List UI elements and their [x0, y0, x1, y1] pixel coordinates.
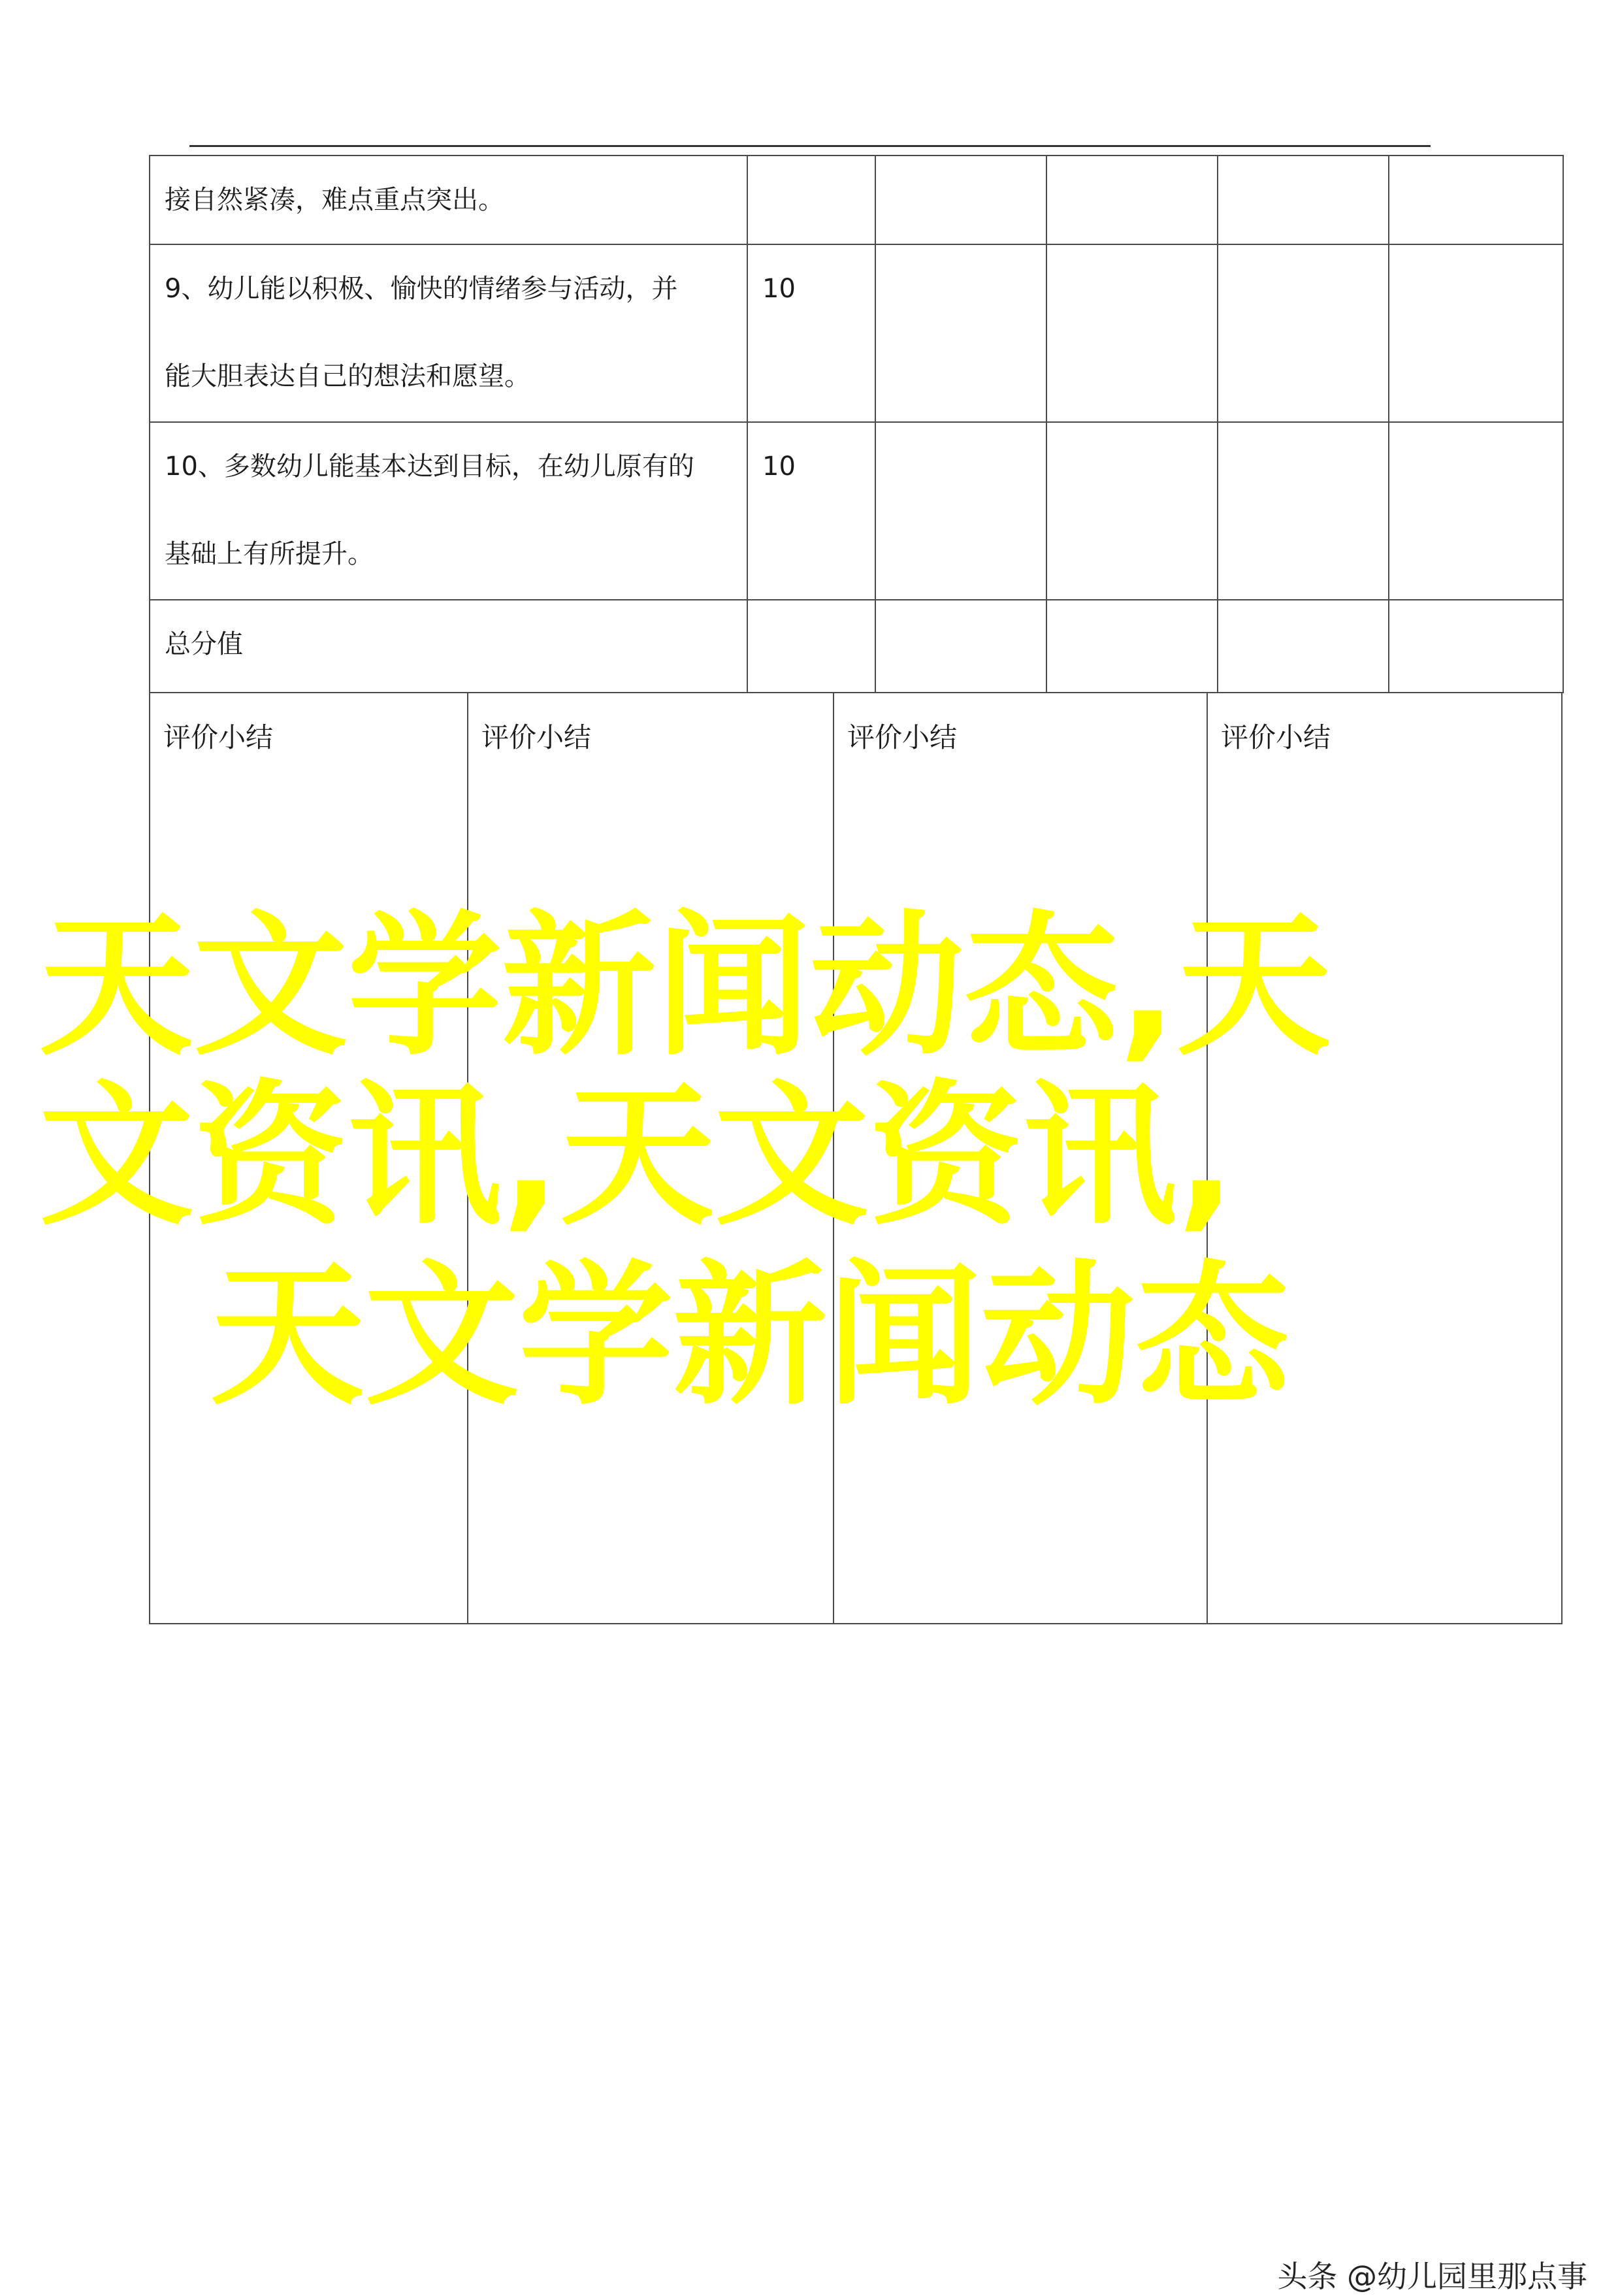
- table-row: [150, 422, 1563, 600]
- summary-label: 评价小结: [847, 721, 958, 753]
- criterion-cell: [150, 422, 747, 600]
- header-rule: [189, 145, 1431, 147]
- summary-label: 评价小结: [481, 721, 592, 753]
- empty-cell: [1046, 244, 1218, 422]
- evaluation-table: [149, 155, 1564, 693]
- table-row: [150, 156, 1563, 244]
- empty-cell: [1218, 422, 1389, 600]
- empty-cell: [1218, 156, 1389, 244]
- criterion-line: 基础上有所提升。: [165, 539, 374, 569]
- empty-cell: [875, 156, 1046, 244]
- table-row: [150, 600, 1563, 693]
- empty-cell: [1046, 600, 1218, 693]
- summary-column: [834, 693, 1208, 1623]
- source-credit: 头条 @幼儿园里那点事: [1277, 2259, 1587, 2294]
- summary-column: [1208, 693, 1561, 1623]
- score-cell: [747, 156, 875, 244]
- watermark-line: 天文学新闻动态,天: [39, 896, 1331, 1076]
- watermark-line: 文资讯,天文资讯,: [39, 1066, 1236, 1246]
- empty-cell: [875, 422, 1046, 600]
- empty-cell: [875, 600, 1046, 693]
- total-label-cell: 总分值: [150, 600, 747, 693]
- empty-cell: [1389, 422, 1563, 600]
- empty-cell: [1389, 244, 1563, 422]
- empty-cell: [1046, 156, 1218, 244]
- criterion-line: 10、多数幼儿能基本达到目标，在幼儿原有的: [165, 451, 694, 482]
- empty-cell: [1046, 422, 1218, 600]
- empty-cell: [1218, 244, 1389, 422]
- empty-cell: [1389, 156, 1563, 244]
- criterion-line: 能大胆表达自己的想法和愿望。: [165, 361, 530, 391]
- score-cell: 10: [747, 422, 875, 600]
- criterion-cell: 接自然紧凑，难点重点突出。: [150, 156, 747, 244]
- summary-label: 评价小结: [1221, 721, 1331, 753]
- score-cell: [747, 600, 875, 693]
- table-row: [150, 244, 1563, 422]
- empty-cell: [875, 244, 1046, 422]
- score-cell: 10: [747, 244, 875, 422]
- summary-section: [149, 693, 1563, 1624]
- summary-column: [468, 693, 834, 1623]
- empty-cell: [1218, 600, 1389, 693]
- summary-label: 评价小结: [163, 721, 274, 753]
- criterion-line: 9、幼儿能以积极、愉快的情绪参与活动，并: [165, 274, 678, 304]
- empty-cell: [1389, 600, 1563, 693]
- watermark-line: 天文学新闻动态: [210, 1246, 1290, 1426]
- criterion-cell: [150, 244, 747, 422]
- summary-column: [150, 693, 468, 1623]
